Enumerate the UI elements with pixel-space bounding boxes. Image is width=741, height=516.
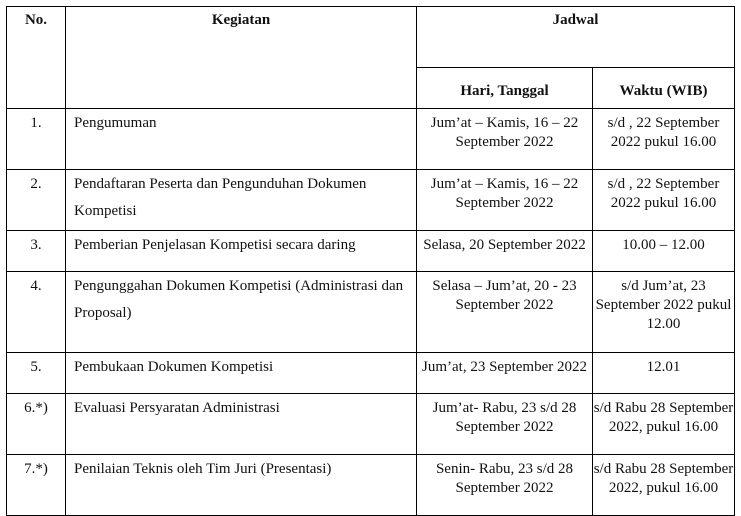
cell-hari-tanggal: Senin- Rabu, 23 s/d 28 September 2022 xyxy=(417,455,593,516)
cell-waktu: s/d Rabu 28 September 2022, pukul 16.00 xyxy=(593,455,735,516)
cell-waktu: s/d , 22 September 2022 pukul 16.00 xyxy=(593,109,735,170)
cell-waktu: s/d Rabu 28 September 2022, pukul 16.00 xyxy=(593,394,735,455)
cell-kegiatan xyxy=(66,170,417,231)
cell-hari-tanggal: Jum’at – Kamis, 16 – 22 September 2022 xyxy=(417,170,593,231)
cell-no: 4. xyxy=(7,272,66,353)
header-kegiatan: Kegiatan xyxy=(66,7,417,109)
table-row xyxy=(7,170,735,231)
cell-kegiatan xyxy=(66,231,417,272)
kegiatan-text: Pendaftaran Peserta dan Pengunduhan Dokumen Kompetisi xyxy=(74,176,367,219)
cell-waktu: 10.00 – 12.00 xyxy=(593,231,735,272)
cell-hari-tanggal: Jum’at – Kamis, 16 – 22 September 2022 xyxy=(417,109,593,170)
kegiatan-text: Pembukaan Dokumen Kompetisi xyxy=(74,359,274,375)
table-row xyxy=(7,272,735,353)
kegiatan-text: Pemberian Penjelasan Kompetisi secara daring xyxy=(74,237,356,253)
cell-no: 5. xyxy=(7,353,66,394)
header-no: No. xyxy=(7,7,66,109)
cell-waktu: s/d , 22 September 2022 pukul 16.00 xyxy=(593,170,735,231)
cell-hari-tanggal: Jum’at- Rabu, 23 s/d 28 September 2022 xyxy=(417,394,593,455)
kegiatan-text: Pengumuman xyxy=(74,115,157,131)
cell-waktu: s/d Jum’at, 23 September 2022 pukul 12.00 xyxy=(593,272,735,353)
header-jadwal: Jadwal xyxy=(417,7,735,68)
kegiatan-text: Pengunggahan Dokumen Kompetisi (Administrasi dan Proposal) xyxy=(74,278,404,321)
cell-no: 2. xyxy=(7,170,66,231)
table-row xyxy=(7,109,735,170)
cell-kegiatan xyxy=(66,353,417,394)
header-row xyxy=(7,7,735,68)
cell-no: 1. xyxy=(7,109,66,170)
cell-kegiatan xyxy=(66,272,417,353)
cell-no: 7.*) xyxy=(7,455,66,516)
cell-no: 3. xyxy=(7,231,66,272)
cell-kegiatan xyxy=(66,394,417,455)
cell-no: 6.*) xyxy=(7,394,66,455)
table-row xyxy=(7,353,735,394)
kegiatan-text: Evaluasi Persyaratan Administrasi xyxy=(74,400,280,416)
table-row xyxy=(7,394,735,455)
cell-kegiatan xyxy=(66,455,417,516)
schedule-table xyxy=(6,6,735,516)
header-hari-tanggal: Hari, Tanggal xyxy=(417,68,593,109)
cell-hari-tanggal: Jum’at, 23 September 2022 xyxy=(417,353,593,394)
header-waktu: Waktu (WIB) xyxy=(593,68,735,109)
cell-waktu: 12.01 xyxy=(593,353,735,394)
table-row xyxy=(7,455,735,516)
cell-hari-tanggal: Selasa, 20 September 2022 xyxy=(417,231,593,272)
cell-hari-tanggal: Selasa – Jum’at, 20 - 23 September 2022 xyxy=(417,272,593,353)
cell-kegiatan xyxy=(66,109,417,170)
table-row xyxy=(7,231,735,272)
kegiatan-text: Penilaian Teknis oleh Tim Juri (Presentasi) xyxy=(74,461,332,477)
